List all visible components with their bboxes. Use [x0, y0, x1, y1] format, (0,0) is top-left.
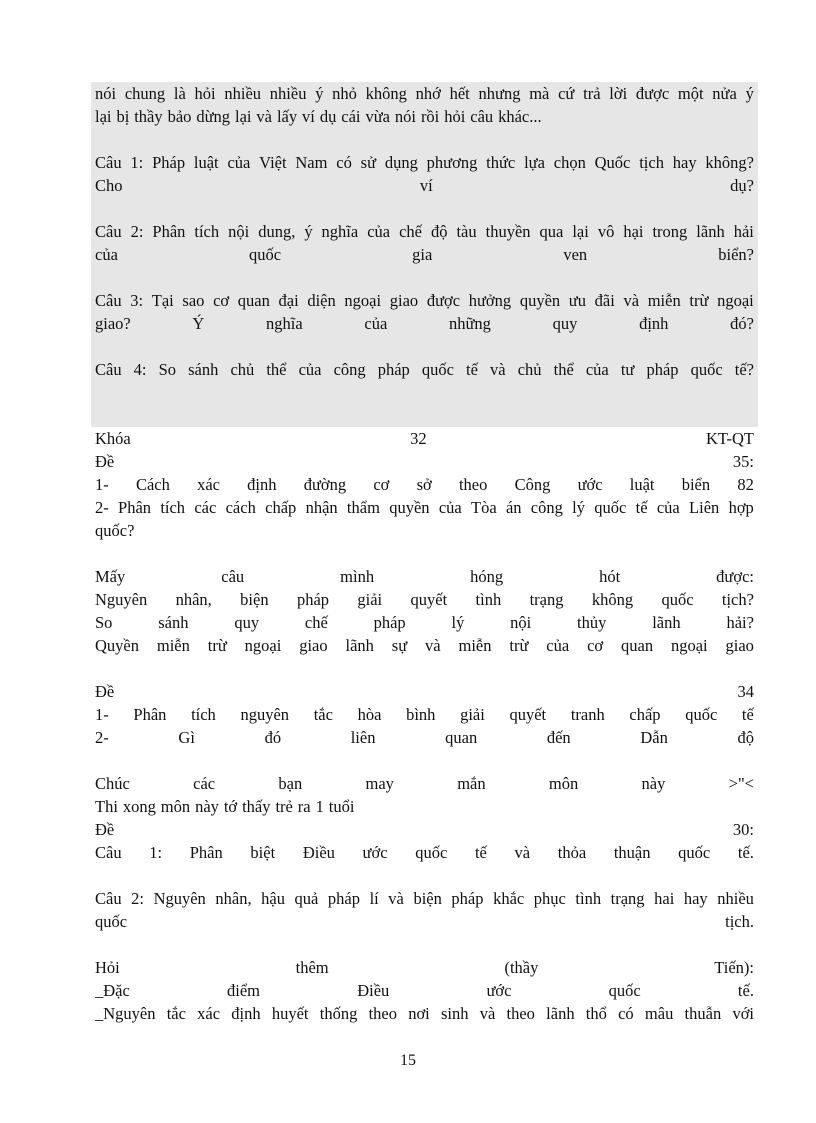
text-line: Mấy câu mình hóng hót được:	[95, 567, 754, 586]
text-line: 2- Phân tích các cách chấp nhận thẩm quyền của Tòa án công lý quốc tế của Liên hợp	[95, 498, 754, 517]
body-block	[95, 427, 754, 1025]
blank-line	[95, 266, 754, 289]
text-line: _Đặc điểm Điều ước quốc tế.	[95, 981, 754, 1000]
blank-line	[95, 381, 754, 404]
text-line: Câu 2: Phân tích nội dung, ý nghĩa của chế độ tàu thuyền qua lại vô hại trong lãnh hải	[95, 222, 754, 241]
blank-line	[95, 864, 754, 887]
text-line: Khóa 32 KT-QT	[95, 429, 754, 448]
text-line: Hỏi thêm (thầy Tiến):	[95, 958, 754, 977]
text-line: Nguyên nhân, biện pháp giải quyết tình trạng không quốc tịch?	[95, 590, 754, 609]
text-line: 1- Cách xác định đường cơ sở theo Công ước luật biển 82	[95, 475, 754, 494]
text-line: quốc?	[95, 521, 135, 540]
text-line: Câu 3: Tại sao cơ quan đại diện ngoại giao được hưởng quyền ưu đãi và miễn trừ ngoại	[95, 291, 754, 310]
text-line: Quyền miễn trừ ngoại giao lãnh sự và miễn trừ của cơ quan ngoại giao	[95, 636, 754, 655]
blank-line	[95, 657, 754, 680]
text-line: quốc tịch.	[95, 912, 754, 931]
text-line: của quốc gia ven biển?	[95, 245, 754, 264]
text-line: So sánh quy chế pháp lý nội thủy lãnh hải?	[95, 613, 754, 632]
text-line: Chúc các bạn may mắn môn này >"<	[95, 774, 754, 793]
text-line: Cho ví dụ?	[95, 176, 754, 195]
text-line: _Nguyên tắc xác định huyết thống theo nơi sinh và theo lãnh thổ có mâu thuẫn với	[95, 1004, 754, 1023]
text-line: nói chung là hỏi nhiều nhiều ý nhỏ không nhớ hết nhưng mà cứ trả lời được một nửa ý	[95, 84, 754, 103]
text-line: giao? Ý nghĩa của những quy định đó?	[95, 314, 754, 333]
text-line: Câu 4: So sánh chủ thể của công pháp quốc tế và chủ thể của tư pháp quốc tế?	[95, 360, 754, 379]
text-line: Đề 34	[95, 682, 754, 701]
blank-line	[95, 749, 754, 772]
text-line: 2- Gì đó liên quan đến Dẫn độ	[95, 728, 754, 747]
blank-line	[95, 404, 754, 427]
shaded-block	[91, 82, 758, 427]
text-line: Đề 35:	[95, 452, 754, 471]
page-number: 15	[400, 1052, 416, 1069]
text-line: 1- Phân tích nguyên tắc hòa bình giải quyết tranh chấp quốc tế	[95, 705, 754, 724]
page-content	[95, 82, 754, 1025]
blank-line	[95, 128, 754, 151]
blank-line	[95, 197, 754, 220]
text-line: lại bị thầy bảo dừng lại và lấy ví dụ cái vừa nói rồi hỏi câu khác...	[95, 107, 542, 126]
blank-line	[95, 335, 754, 358]
blank-line	[95, 542, 754, 565]
text-line: Câu 2: Nguyên nhân, hậu quả pháp lí và biện pháp khắc phục tình trạng hai hay nhiều	[95, 889, 754, 908]
text-line: Đề 30:	[95, 820, 754, 839]
text-line: Câu 1: Phân biệt Điều ước quốc tế và thỏa thuận quốc tế.	[95, 843, 754, 862]
text-line: Thi xong môn này tớ thấy trẻ ra 1 tuổi	[95, 797, 355, 816]
blank-line	[95, 933, 754, 956]
text-line: Câu 1: Pháp luật của Việt Nam có sử dụng phương thức lựa chọn Quốc tịch hay không?	[95, 153, 754, 172]
